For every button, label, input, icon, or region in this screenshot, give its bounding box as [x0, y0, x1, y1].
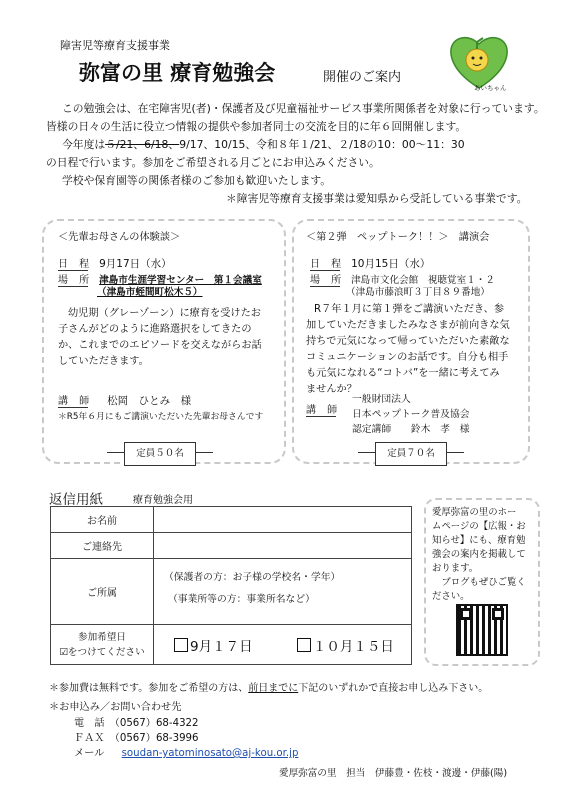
event1-date: 9月17日（水）	[99, 258, 172, 270]
reply-form-table	[50, 506, 412, 665]
reply-subtitle: 療育勉強会用	[133, 495, 193, 506]
date-choice-label-line: ☑をつけてください	[59, 646, 145, 658]
intro-line-5: 学校や保育園等の関係者様のご参加も歓迎いたします。	[62, 174, 332, 187]
desc-line: していただきます。	[58, 356, 149, 367]
event1-address: （津島市蛭間町松木５）	[97, 287, 203, 298]
intro-line-2: 皆様の日々の生活に役立つ情報の提供や参加者同士の交流を目的に年６回開催します。	[46, 120, 467, 133]
contact-heading: ＊お申込み／お問い合わせ先	[49, 702, 182, 713]
schedule-dates: 9/17、10/15、令和８年１/21、２/18の10：00～11：30	[179, 138, 465, 151]
desc-line: 加していただきましたみなさまが前向きな気	[306, 320, 510, 331]
desc-line: 子さんがどのように進路選択をしてきたの	[58, 324, 252, 335]
fee-note-deadline: 前日までに	[248, 683, 299, 694]
mascot-name: あいちゃん	[474, 84, 507, 92]
affiliation-field[interactable]	[154, 559, 412, 625]
event1-description	[58, 306, 278, 370]
affiliation-hint: （保護者の方：お子様の学校名・学年）	[164, 572, 341, 583]
event1-place: 津島市生涯学習センター 第１会議室	[99, 275, 262, 286]
lecturer-line: 認定講師 鈴木 孝 様	[352, 424, 470, 435]
date-choice-label	[51, 625, 154, 665]
desc-line: 持ちで元気になって帰っていただいた素敵な	[306, 336, 510, 347]
event1-lecturer: 松岡 ひとみ 様	[107, 395, 192, 407]
homepage-text-line: ブログもぜひご覧く	[432, 577, 526, 588]
date-choice-label-line: 参加希望日	[78, 631, 126, 643]
intro-line-3	[62, 136, 465, 154]
event1-capacity: 定員５０名	[124, 442, 196, 466]
date-options	[154, 625, 412, 665]
event1-note: ＊R5年６月にもご講演いただいた先輩お母さんです	[58, 412, 264, 422]
desc-line: 幼児期（グレーゾーン）に療育を受けたお	[68, 308, 261, 319]
event2-capacity: 定員７０名	[375, 442, 447, 466]
place-label: 場 所	[310, 271, 340, 287]
qr-code-icon[interactable]	[456, 604, 508, 656]
lecturer-label: 講 師	[58, 392, 88, 408]
option-oct15-label: １０月１５日	[312, 638, 394, 655]
intro-line-1: この勉強会は、在宅障害児(者)・保護者及び児童福祉サービス事業所関係者を対象に行っています。	[62, 102, 545, 115]
mail-label: メール	[74, 748, 105, 759]
event1-lecturer-row	[58, 389, 191, 408]
homepage-text-line: 強会の案内を掲載して	[432, 549, 526, 560]
homepage-text-line: 知らせ】にも、療育勉	[432, 535, 526, 546]
lecturer-label: 講 師	[306, 401, 336, 417]
event2-place: 津島市文化会館 視聴覚室１・２	[351, 275, 495, 286]
lecturer-line: 日本ペップトーク普及協会	[352, 409, 470, 420]
homepage-text-line: ムページの【広報・お	[432, 521, 526, 532]
fee-note	[49, 681, 488, 697]
intro-line-4: の日程で行います。参加をご希望される月ごとにお申込みください。	[46, 156, 380, 169]
lecturer-line: 一般財団法人	[352, 394, 411, 405]
fee-note-b: 下記のいずれかで直接お申し込み下さい。	[298, 683, 489, 694]
option-sep17-label: 9月１７日	[190, 638, 253, 655]
contact-fax: ＦＡＸ （0567）68-3996	[74, 733, 199, 744]
contact-mail-row	[74, 746, 298, 762]
event2-lecturer	[352, 392, 470, 437]
event2-date: 10月15日（水）	[351, 258, 431, 270]
contact-tel: 電 話 （0567）68-4322	[74, 718, 199, 729]
desc-line: コミュニケーションのお話です。自分も相手	[306, 352, 509, 363]
checkbox-oct15[interactable]	[297, 638, 311, 652]
homepage-text-line: 愛厚弥富の里のホー	[432, 507, 517, 518]
desc-line: も元気になれる“コトバ”を一緒に考えてみ	[306, 368, 500, 379]
name-field[interactable]	[154, 507, 412, 533]
page-subtitle: 開催のご案内	[323, 70, 402, 85]
schedule-prefix: 今年度は	[62, 138, 106, 151]
event2-description	[306, 302, 526, 398]
affiliation-label: ご所属	[51, 559, 154, 625]
name-label: お名前	[51, 507, 154, 533]
homepage-text-line: ださい。	[432, 591, 470, 602]
staff-line: 愛厚弥富の里 担当 伊藤豊・佐枝・渡邊・伊藤(陽)	[279, 768, 508, 779]
category-label: 障害児等療育支援事業	[60, 39, 170, 52]
intro-note: ＊障害児等療育支援事業は愛知県から受託している事業です。	[226, 192, 528, 205]
homepage-text	[432, 506, 526, 604]
reply-title: 返信用紙	[49, 492, 103, 508]
page-title: 弥富の里 療育勉強会	[79, 61, 276, 85]
date-label: 日 程	[310, 255, 340, 271]
desc-line: か、これまでのエピソードを交えながらお話	[58, 340, 262, 351]
homepage-text-line: おります。	[432, 563, 479, 574]
option-sep17[interactable]	[174, 639, 253, 655]
desc-line: R７年１月に第１弾をご講演いただき、参	[314, 304, 505, 315]
event2-lecturer-row	[306, 398, 342, 417]
event2-heading: ＜第２弾 ペップトーク！！＞ 講演会	[306, 232, 490, 243]
event2-address: （津島市藤浪町３丁目８９番地）	[346, 287, 490, 298]
fee-note-a: ＊参加費は無料です。参加をご希望の方は、	[49, 683, 249, 694]
contact-field[interactable]	[154, 533, 412, 559]
checkbox-sep17[interactable]	[174, 638, 188, 652]
date-label: 日 程	[58, 255, 88, 271]
place-label: 場 所	[58, 271, 88, 287]
option-oct15[interactable]	[297, 639, 394, 655]
affiliation-hint: （事業所等の方：事業所名など）	[168, 594, 315, 605]
event1-heading: ＜先輩お母さんの体験談＞	[58, 232, 181, 243]
mail-link[interactable]: soudan-yatominosato@aj-kou.or.jp	[121, 748, 299, 759]
cancelled-dates: ５/21、6/18、	[105, 138, 180, 151]
contact-label: ご連絡先	[51, 533, 154, 559]
desc-line: ませんか？	[306, 384, 357, 395]
